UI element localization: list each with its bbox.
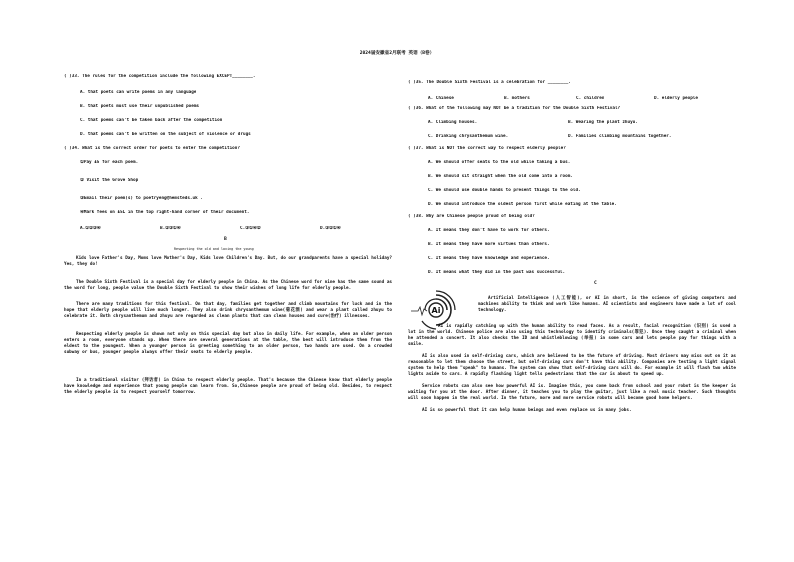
question-33-stem: ( )33. The rules for the competition include the following EXCEPT________. bbox=[64, 74, 256, 79]
q33-option-d: D. that poems can't be written on the subject of violence or drugs bbox=[80, 132, 251, 137]
passage-c-intro: Artificial Intelligence (人工智能), or AI in short, is the science of giving computers and machines ability to think and work like humans. AI scientists and engineers have made a lot of cool technology. bbox=[478, 296, 736, 313]
q38-option-d: D. It means what they did in the past was successful. bbox=[428, 270, 566, 275]
q38-option-c: C. It means they have knowledge and experience. bbox=[428, 256, 550, 261]
q34-choice-b: B.②③①④ bbox=[160, 226, 181, 231]
passage-b-title: Respecting the old and loving the young bbox=[174, 247, 254, 251]
passage-c-paragraph-3: Service robots can also see how powerful AI is. Imagine this, you come back from school and your robot is the keeper is waiting for you at the door. After dinner, it teaches you to play the guitar, just like a real music teacher. Such thoughts will soon happen in the real world. In the future, more and more service robots will become good home helpers. bbox=[408, 384, 736, 401]
passage-b-paragraph-5: In a traditional visitor (拜访者) in China to respect elderly people. That's because the Chinese know that elderly people have knowledge and experience that young people can learn from. So,Chinese people are proud of being old. Besides, to respect the elderly people is to respect yourself tomorrow. bbox=[64, 378, 392, 395]
q37-option-c: C. We should use double hands to present things to the old. bbox=[428, 188, 581, 193]
passage-b-paragraph-3: There are many traditions for this festival. On that day, families get together and climb mountains for luck and in the hope that elderly people will live much longer. They also drink chrysanthemum wine(菊花酒) and wear a plant called zhuyu to celebrate it. Both chrysanthemum and zhuyu are regarded as clean plants that can clean houses and cure(治疗) illnesses. bbox=[64, 302, 392, 319]
q34-step-3: ③Email their poem(s) to poetryeng@hemsteds.uk . bbox=[80, 196, 203, 201]
passage-b-paragraph-1: Kids love Father's Day, Moms love Mother's Day, Kids love Children's Day. But, do our grandparents have a special holiday? Yes, they do! bbox=[64, 256, 392, 267]
q35-option-c: C. children bbox=[576, 96, 605, 101]
q36-option-b: B. Wearing the plant zhuyu. bbox=[568, 120, 638, 125]
q38-option-b: B. It means they have more virtues than others. bbox=[428, 242, 550, 247]
section-b-label: B bbox=[224, 237, 227, 242]
q35-option-b: B. mothers bbox=[504, 96, 530, 101]
q37-option-a: A. We should offer seats to the old while taking a bus. bbox=[428, 160, 571, 165]
passage-c-paragraph-1: AI is rapidly catching up with the human ability to read faces. As a result, facial recognition (识别) is used a lot in the world. Chinese police are also using this technology to identify criminals(罪犯). Once they caught a criminal when he attended a concert. It also checks the ID and whistleblowing (举报) in some cars and lets people pay for things with a smile. bbox=[408, 324, 736, 347]
q37-option-b: B. We should sit straight when the old come into a room. bbox=[428, 174, 573, 179]
question-37-stem: ( )37. What is NOT the correct way to respect elderly people? bbox=[408, 146, 566, 151]
q36-option-d: D. Families climbing mountains together. bbox=[568, 134, 672, 139]
q36-option-a: A. Climbing houses. bbox=[428, 120, 478, 125]
q35-option-d: D. elderly people bbox=[654, 96, 698, 101]
q33-option-a: A. that poets can write poems in any language bbox=[80, 90, 197, 95]
q34-step-1: ①Pay £5 for each poem. bbox=[80, 160, 139, 165]
question-38-stem: ( )38. Why are Chinese people proud of being old? bbox=[408, 214, 535, 219]
q33-option-b: B. that poets must use their unpublished poems bbox=[80, 104, 199, 109]
q34-choice-d: D.③②①④ bbox=[320, 226, 341, 231]
passage-b-paragraph-2: The Double Sixth Festival is a special day for elderly people in China. As the Chinese word for nine has the same sound as the word for long, people value the Double Sixth Festival to show their wishes of long life for elderly people. bbox=[64, 280, 392, 291]
passage-b-paragraph-4: Respecting elderly people is shown not only on this special day but also in daily life. For example, when an older person enters a room, everyone stands up. When there are several generations at the table, the best will introduce them from the eldest to the youngest. When a younger person is greeting something to an older person, two hands are used. On a crowded subway or bus, younger people always offer their seats to elderly people. bbox=[64, 332, 392, 355]
q33-option-c: C. that poems can't be taken back after the competition bbox=[80, 118, 223, 123]
ai-logo-text: Ai bbox=[431, 306, 441, 315]
q35-option-a: A. Chinese bbox=[428, 96, 454, 101]
passage-c-paragraph-2: AI is also used in self-driving cars, which are believed to be the future of driving. Most drivers may miss out on it as reasonable to let them choose the street, but self-driving cars don't have this ability. Companies are testing a light signal system to help them "speak" to humans. The system can show that self-driving cars will do. For example it will flash two white lights aside to cars. A rapidly flashing light tells pedestrians that the car is about to speed up. bbox=[408, 354, 736, 377]
question-35-stem: ( )35. The Double Sixth Festival is a celebration for ________. bbox=[408, 80, 571, 85]
q34-choice-a: A.①②③④ bbox=[80, 226, 101, 231]
q37-option-d: D. We should introduce the oldest person first while eating at the table. bbox=[428, 202, 617, 207]
q34-step-4: ④Mark fees on £5L in the top right-hand corner of their document. bbox=[80, 210, 250, 215]
section-c-label: C bbox=[594, 281, 597, 286]
q38-option-a: A. It means they don't have to work for others. bbox=[428, 228, 550, 233]
page-header: 2024届安徽省2月联考 英语（B卷） bbox=[359, 51, 435, 56]
q36-option-c: C. Drinking chrysanthemum wine. bbox=[428, 134, 509, 139]
q34-choice-c: C.③①④② bbox=[240, 226, 261, 231]
question-36-stem: ( )36. What of the following may NOT be a tradition for the Double Sixth Festival? bbox=[408, 106, 621, 111]
question-34-stem: ( )34. What is the correct order for poets to enter the competition? bbox=[64, 146, 240, 151]
q34-step-2: ② Visit the Grove Shop bbox=[80, 178, 139, 183]
passage-c-paragraph-4: AI is so powerful that it can help human beings and even replace us in many jobs. bbox=[422, 408, 632, 413]
